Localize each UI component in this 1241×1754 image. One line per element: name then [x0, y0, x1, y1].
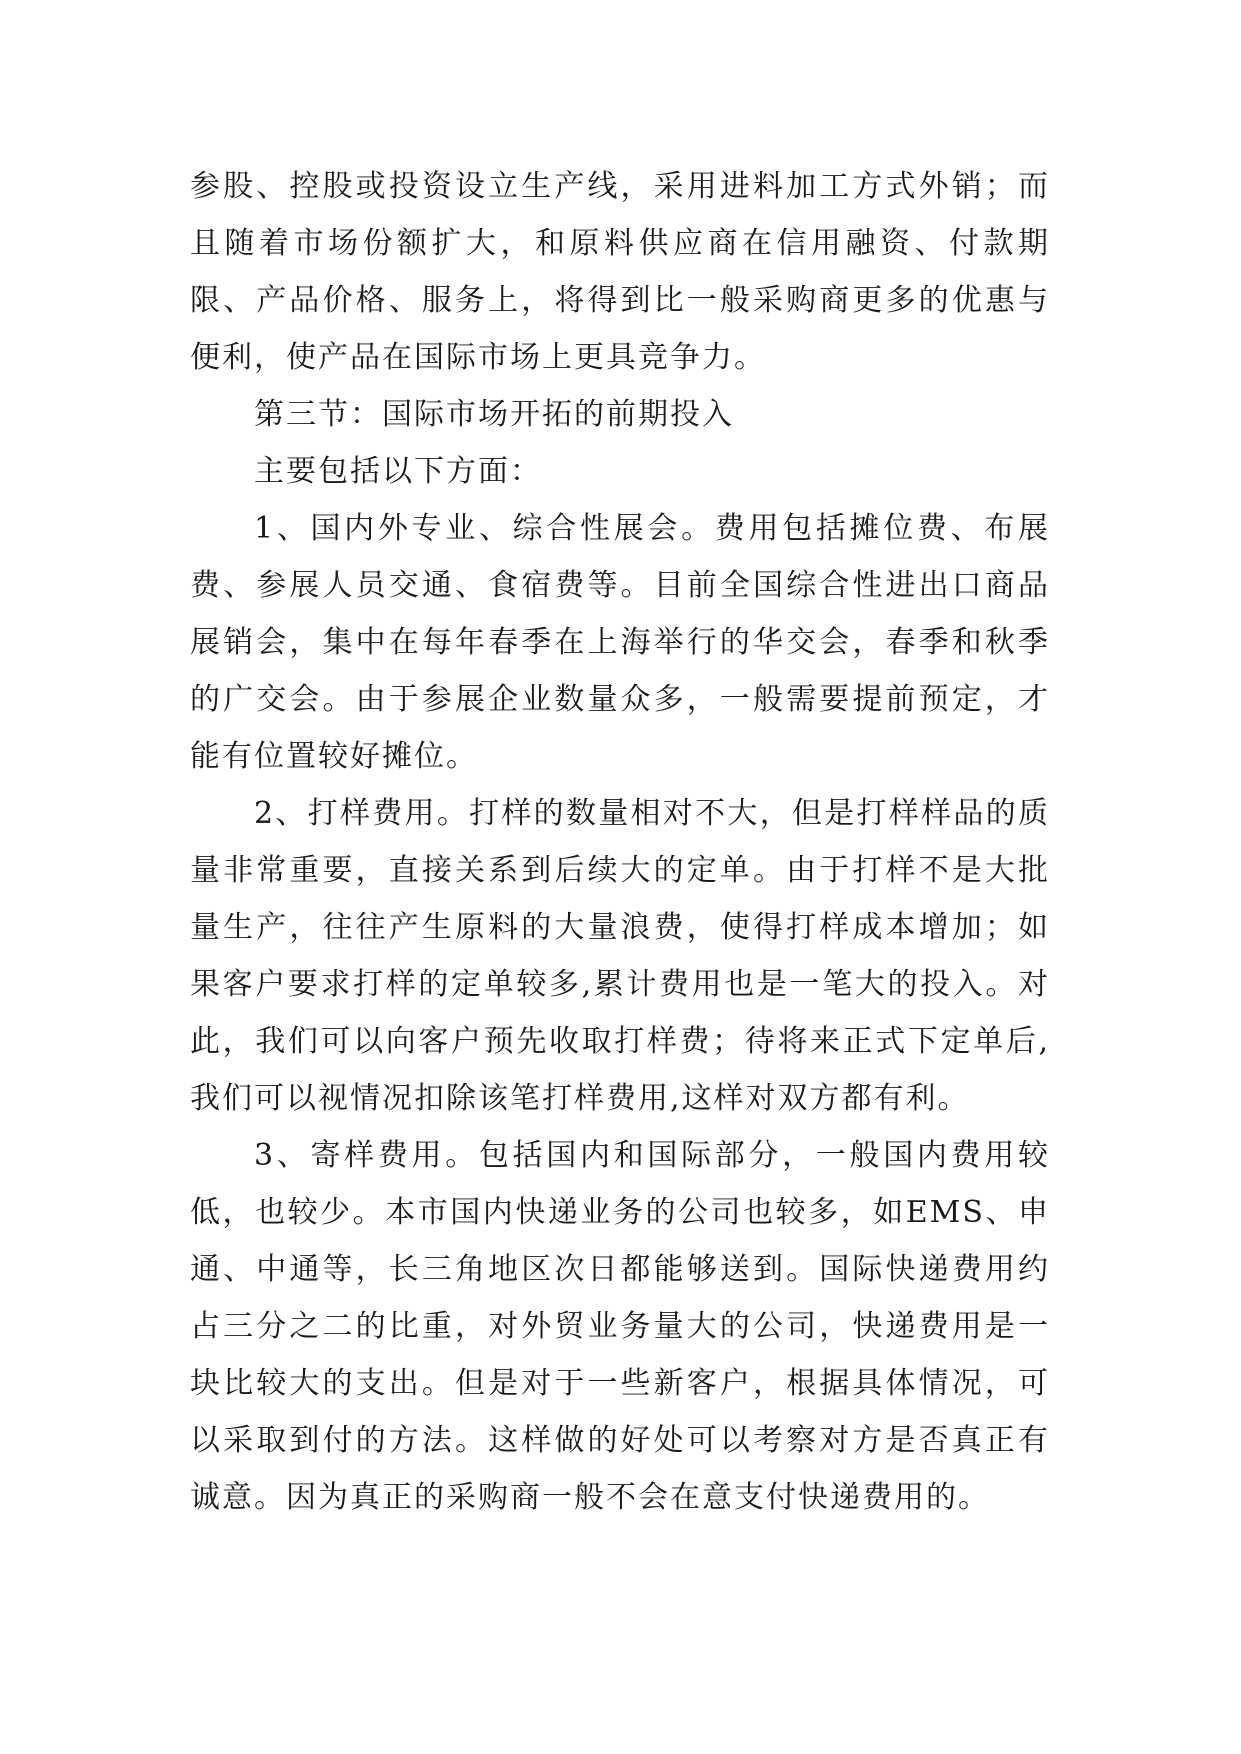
- paragraph-intro: 主要包括以下方面：: [254, 454, 542, 489]
- paragraph-item-1: 1、国内外专业、综合性展会。费用包括摊位费、布展费、参展人员交通、食宿费等。目前全国综合性进出口商品展销会，集中在每年春季在上海举行的华交会，春季和秋季的广交会。由于参展企业数量众多，一般需要提前预定，才能有位置较好摊位。: [190, 511, 1050, 774]
- section-heading: 第三节：国际市场开拓的前期投入: [254, 397, 734, 432]
- paragraph-continuation: 参股、控股或投资设立生产线，采用进料加工方式外销；而且随着市场份额扩大，和原料供应商在信用融资、付款期限、产品价格、服务上，将得到比一般采购商更多的优惠与便利，使产品在国际市场上更具竞争力。: [190, 169, 1050, 375]
- paragraph-item-3: 3、寄样费用。包括国内和国际部分，一般国内费用较低，也较少。本市国内快递业务的公司也较多，如EMS、申通、中通等，长三角地区次日都能够送到。国际快递费用约占三分之二的比重，对外贸业务量大的公司，快递费用是一块比较大的支出。但是对于一些新客户，根据具体情况，可以采取到付的方法。这样做的好处可以考察对方是否真正有诚意。因为真正的采购商一般不会在意支付快递费用的。: [190, 1138, 1050, 1515]
- paragraph-item-2: 2、打样费用。打样的数量相对不大，但是打样样品的质量非常重要，直接关系到后续大的定单。由于打样不是大批量生产，往往产生原料的大量浪费，使得打样成本增加；如果客户要求打样的定单较多,累计费用也是一笔大的投入。对此，我们可以向客户预先收取打样费；待将来正式下定单后,我们可以视情况扣除该笔打样费用,这样对双方都有利。: [190, 796, 1050, 1116]
- document-body: [190, 158, 1050, 1526]
